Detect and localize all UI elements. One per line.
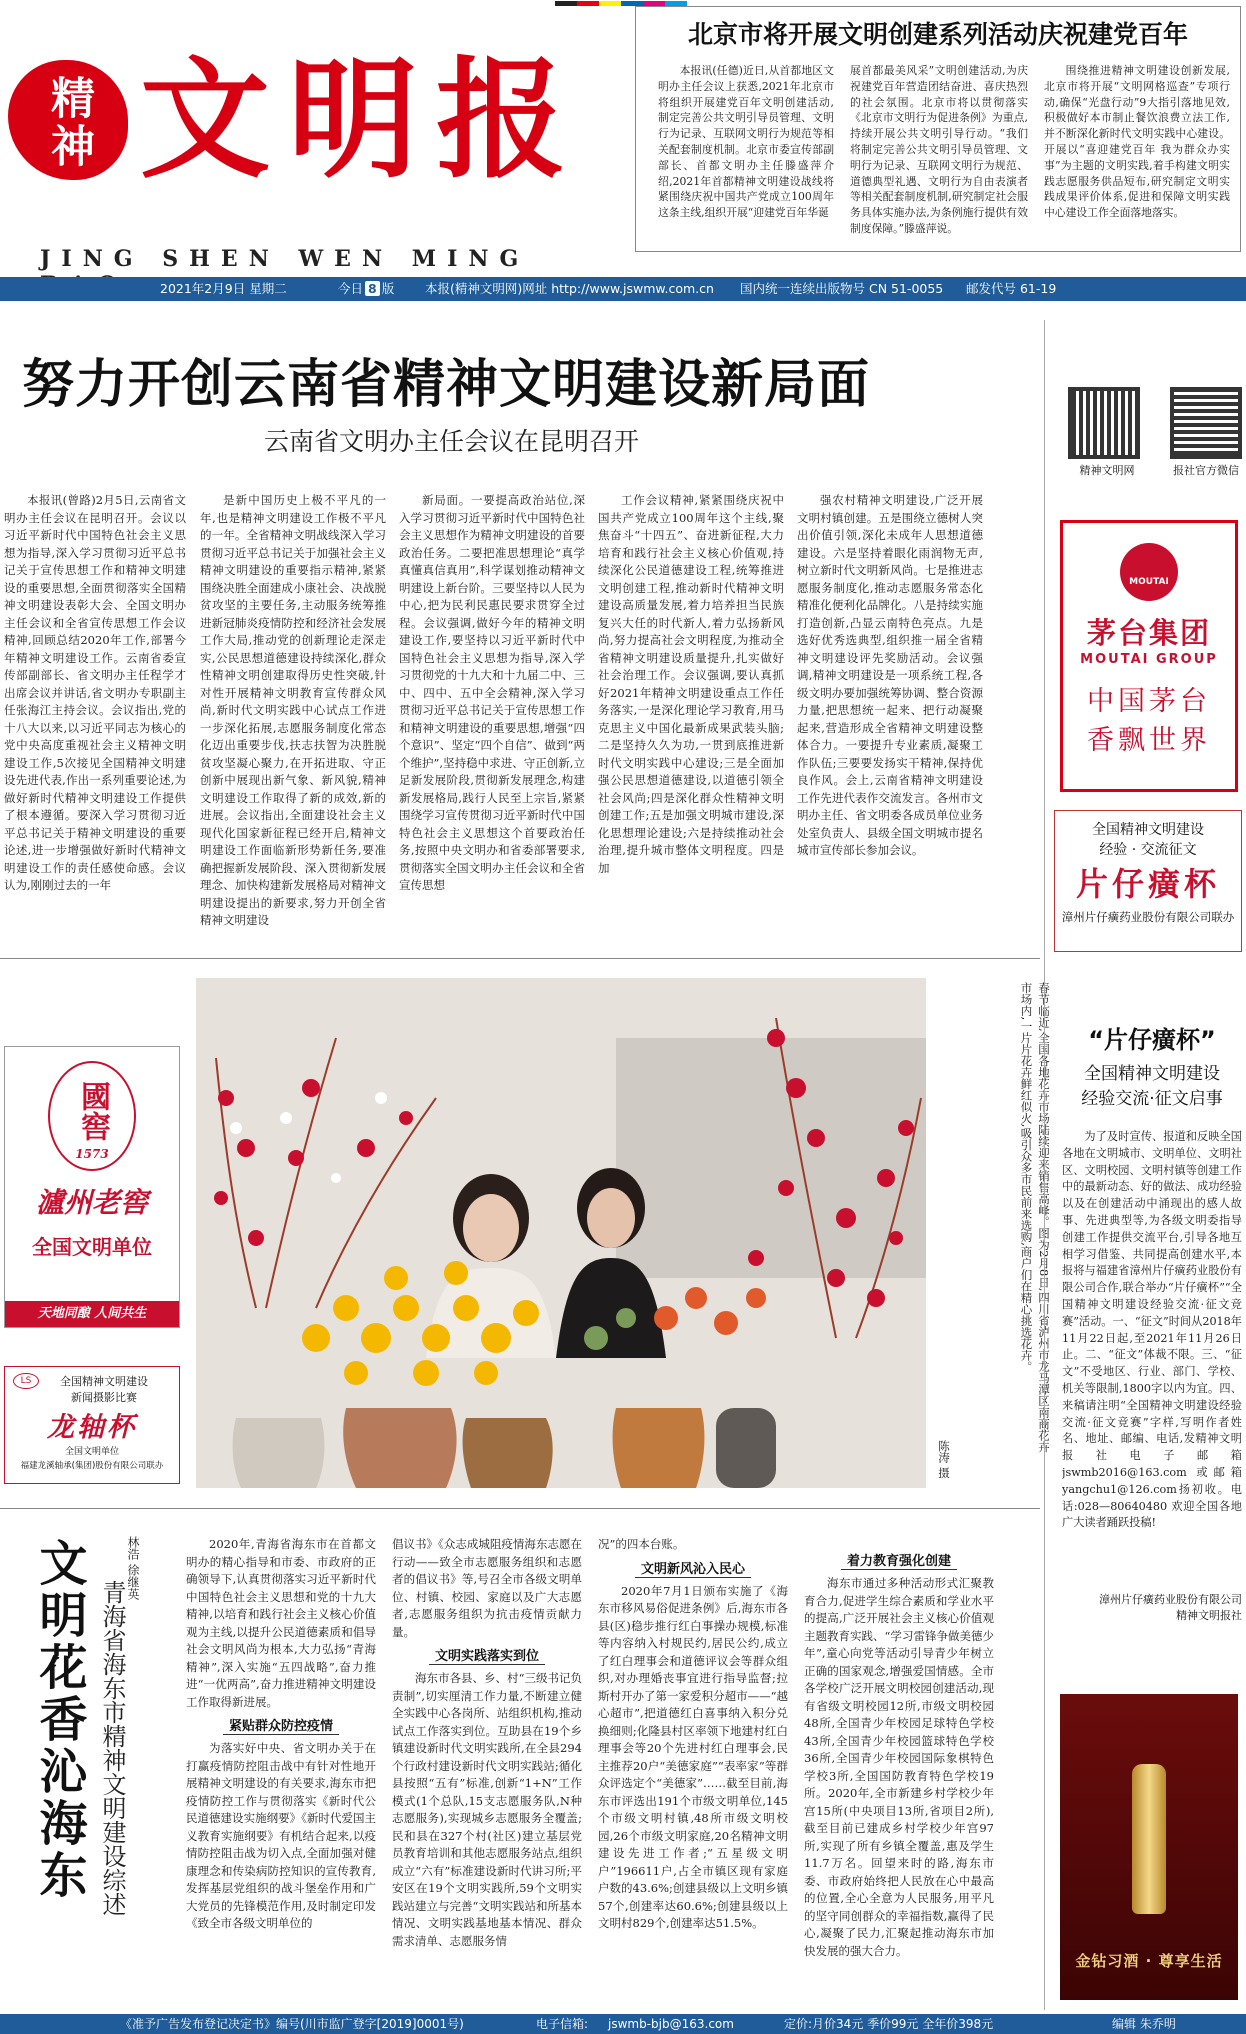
feature-col-a-text: 2020年,青海省海东市在首都文明办的精心指导和市委、市政府的正确领导下,认真贯彻落实习近平新时代中国特色社会主义思想和党的十九大精神,以培育和践行社会主义核心价值观为主线,以提升公民道德素质和倡导社会文明风尚为根本,大力弘扬“青海精神”,深入实施“五四战略”,奋力推进“一优两高”,奋力推进精神文明建设工作取得新进展。 — [186, 1537, 376, 1709]
qr-label-wechat: 报社官方微信 — [1173, 464, 1239, 477]
moutai-logo-text: MOUTAI — [1129, 577, 1169, 587]
feature-subhead: 青海省海东市精神文明建设综述 — [98, 1580, 126, 1916]
pages-suffix: 版 — [381, 281, 395, 296]
longzhou-name: 龙轴杯 — [47, 1412, 137, 1443]
feature-col-a — [186, 1536, 376, 2006]
footer-email-label: 电子信箱: — [536, 2017, 589, 2031]
xijiu-liquor-ad[interactable] — [1060, 1694, 1238, 2000]
longzhou-org: 福建龙溪轴承(集团)股份有限公司联办 — [20, 1461, 164, 1471]
feature-col-d-subtitle-text: 着力教育强化创建 — [841, 1554, 957, 1570]
feature-col-c-subtitle — [598, 1558, 788, 1577]
pianzai-ad[interactable] — [1054, 810, 1242, 952]
photo-credit: 陈涛 摄 — [937, 1440, 951, 1479]
feature-col-c-subtitle-text: 文明新风沁入民心 — [635, 1562, 751, 1578]
feature-col-a-subtitle — [186, 1715, 376, 1734]
moutai-en: MOUTAI GROUP — [1080, 652, 1218, 667]
luzhou-brand: 瀘州老窖 — [35, 1186, 148, 1219]
feature-col-b-text-2: 海东市各县、乡、村“三级书记负责制”,切实厘清工作力量,不断建立健全实践中心各岗所、站组织机构,推动试点工作落实到位。互助县在19个乡镇建设新时代文明实践所,在全县294个行政村建设新时代文明实践站;循化县按照“五有”标准,创新“1+N”工作模式(1个总队,15支志愿服务队,N种志愿服务),实现城乡志愿服务全覆盖;民和县在327个村(社区)建立基层党员教育培训和其他志愿服务站点,组织成立“六有”标准建设新时代讲习所;平安区在19个文明实践所,59个文明实践站建立与完善“文明实践站和所基本情况、文明实践基地基本情况、群众需求清单、志愿服务情 — [392, 1671, 582, 1948]
divider-feature — [0, 1508, 1040, 1509]
top-story-col2: 展首都最美风采”文明创建活动,为庆祝建党百年营造团结奋进、喜庆热烈的社会氛围。北京市将以贯彻落实《北京市文明行为促进条例》为重点,持续开展公共文明引导行动。“我们将制定完善公共文明引导员管理、文明行为记录、互联网文明行为规范、道德典型礼遇、文明行为自由表演者等相关配套制度机制,研究制定社会服务具体实施办法,为条例施行提供有效制度保障。”滕盛萍说。 — [850, 64, 1028, 235]
qr-code-wechat[interactable] — [1170, 387, 1242, 459]
feature-col-c — [598, 1536, 788, 2006]
moutai-cn: 茅台集团 — [1086, 616, 1211, 650]
liquor-bottle — [1132, 1764, 1166, 1914]
info-bar — [0, 277, 1246, 301]
footer-license: 《准予广告发布登记决定书》编号(川市监广登字[2019]0001号) — [120, 2017, 464, 2031]
main-story-col5: 强农村精神文明建设,广泛开展文明村镇创建。五是围绕立德树人突出价值引领,深化未成年人思想道德建设。六是坚持着眼化雨润物无声,树立新时代文明新风尚。七是推进志愿服务制度化,推动志愿服务常态化精准化便利化品牌化。八是持续实施打造创新,凸显云南特色亮点。九是选好优秀选典型,组织推一届全省精神文明建设评先奖励活动。会议强调,精神文明建设是一项系统工程,各级文明办要加强统筹协调、整合资源力量,把思想统一起来、把行动凝聚起来,营造形成全省精神文明建设整体合力。一要提升专业素质,凝聚工作队伍;三要要发扬实干精神,保持优良作风。会上,云南省精神文明建设工作先进代表作交流发言。各州市文明办主任、省文明委各成员单位业务处室负责人、县级全国文明城市提名城市宣传部长参加会议。 — [797, 493, 983, 857]
zhengwen-title-2: 全国精神文明建设 — [1084, 1064, 1220, 1084]
publication-number: 国内统一连续出版物号 CN 51-0055 — [740, 281, 944, 296]
longzhou-line-2: 新闻摄影比赛 — [71, 1391, 137, 1404]
feature-col-d-text-2: 海东市通过多种活动形式汇聚教育合力,促进学生综合素质和学业水平的提高,广泛开展社会主义核心价值观主题教育实践、“学习雷锋争做美德少年”,童心向党等活动引导青少年树立正确的国家观念,增强爱国情感。全市各学校广泛开展文明校园创建活动,现有省级文明校园12所,市级文明校园48所,全国青少年校园足球特色学校43所,全国青少年校园篮球特色学校36所,全国青少年校园国际象棋特色学校3所,全国国防教育特色学校19所。2020年,全市新建乡村学校少年宫15所(中央项目13所,省项目2所),截至目前已建成乡村学校少年宫97所,实现了所有乡镇全覆盖,惠及学生11.7万名。回望来时的路,海东市委、市政府始终把人民放在心中最高的位置,全心全意为人民服务,用平凡的坚守同创群众的幸福指数,赢得了民心,凝聚了民力,汇聚起推动海东市加快发展的强大合力。 — [804, 1576, 994, 1958]
luzhou-slogan-bar: 天地同酿 人间共生 — [5, 1301, 179, 1327]
zhengwen-org-1: 漳州片仔癀药业股份有限公司 — [1099, 1593, 1242, 1606]
zhengwen-body: 为了及时宣传、报道和反映全国各地在文明城市、文明单位、文明社区、文明校园、文明村镇等创建工作中的最新动态、好的做法、成功经验以及在创建活动中涌现出的感人故事、先进典型等,为各级文明委指导创建工作提供交流平台,引导各地互相学习借鉴、共同提高创建水平,本报将与福建省漳州片仔癀药业股份有限公司合作,联合举办“片仔癀杯”“全国精神文明建设经验交流·征文竞赛”活动。一、“征文”时间从2018年11月22日起,至2021年11月26日止。二、“征文”体裁不限。三、“征文”不受地区、行业、部门、学校、机关等限制,1800字以内为宜。四、来稿请注明“全国精神文明建设经验交流·征文竞赛”字样,写明作者姓名、地址、邮编、电话,发精神文明报社电子邮箱jswmb2016@163.com 或邮箱yangchu1@126.com扬初收。电话:028—80640480 欢迎全国各地广大读者踊跃投稿! — [1062, 1130, 1242, 1530]
zhengwen-title-1: “片仔癀杯” — [1088, 1026, 1216, 1054]
liquor-slogan: 金钻习酒 · 尊享生活 — [1075, 1952, 1223, 1970]
feature-col-b — [392, 1536, 582, 2006]
guojiao-text: 國窖 — [75, 1081, 110, 1141]
feature-col-b-subtitle-text: 文明实践落实到位 — [429, 1649, 545, 1665]
feature-col-b-text: 倡议书》《众志成城阻疫情海东志愿在行动——致全市志愿服务组织和志愿者的倡议书》等,号召全市各级文明单位、村镇、校园、家庭以及广大志愿者,志愿服务组织为抗击疫情贡献力量。 — [392, 1537, 582, 1639]
divider-right — [1044, 320, 1045, 2010]
moutai-slogan-2: 香飘世界 — [1087, 725, 1211, 756]
seal-text: 精神 — [43, 75, 94, 171]
top-story — [635, 6, 1241, 252]
feature-col-a-subtitle-text: 紧贴群众防控疫情 — [223, 1719, 339, 1735]
luzhou-laojiao-ad[interactable] — [4, 1046, 180, 1328]
feature-authors: 林浩 徐继英 — [126, 1536, 140, 1600]
main-story-col4: 工作会议精神,紧紧围绕庆祝中国共产党成立100周年这个主线,聚焦奋斗“十四五”、奋进新征程,大力培育和践行社会主义核心价值观,持续深化公民道德建设工程,统筹推进文明创建工程,推动新时代精神文明建设高质量发展,着力培养担当民族复兴大任的时代新人,着力弘扬新风尚,努力提高社会文明程度,为推动全省精神文明建设质量提升,扎实做好社会治理工作。会议强调,要认真抓好2021年精神文明建设重点工作任务落实,一是深化理论学习教育,用马克思主义中国化最新成果武装头脑;二是坚持久久为功,一贯到底推进新时代文明实践中心建设;三是全面加强公民思想道德建设,以道德引领全社会风尚;四是深化群众性精神文明创建工作;五是加强文明城市建设,深化思想理论建设;六是持续推动社会治理,提升城市整体文明程度。四是加 — [598, 493, 784, 875]
qr-label-website: 精神文明网 — [1079, 464, 1135, 477]
feature-headline: 文明花香沁海东 — [31, 1538, 87, 1902]
photo-illustration — [196, 978, 926, 1488]
moutai-logo — [1120, 543, 1178, 601]
longzhou-line-1: 全国精神文明建设 — [60, 1375, 148, 1388]
pages-count — [338, 277, 394, 301]
top-story-headline: 北京市将开展文明创建系列活动庆祝建党百年 — [687, 20, 1188, 49]
photo-caption: 春节临近,全国各地花卉市场陆续迎来销售高峰。图为2月8日,四川省泸州市龙马潭区南商花卉市场内,一片片花卉鲜红似火,吸引众多市民前来选购,商户们在精心挑选花卉。 — [1019, 982, 1051, 1453]
main-story-col3: 新局面。一要提高政治站位,深入学习贯彻习近平新时代中国特色社会主义思想作为精神文明建设的首要政治任务。二要把准思想理论“真学真懂真信真用”,科学谋划推动精神文明建设上新台阶。三要坚持以人民为中心,把为民利民惠民要求贯穿全过程。会议强调,做好今年的精神文明建设工作,要坚持以习近平新时代中国特色社会主义思想为指导,深入学习贯彻党的十九大和十九届二中、三中、四中、五中全会精神,深入学习贯彻习近平总书记关于宣传思想工作和精神文明建设的重要思想,增强“四个意识”、坚定“四个自信”、做到“两个维护”,坚持稳中求进、守正创新,立足新发展阶段,贯彻新发展理念,构建新发展格局,践行人民至上宗旨,紧紧围绕学习宣传贯彻习近平新时代中国特色社会主义思想这个首要政治任务,按照中央文明办和省委部署要求,贯彻落实全国文明办主任会议和全省宣传思想 — [399, 493, 585, 892]
lz-logo-icon: LS — [13, 1373, 39, 1389]
luzhou-unit: 全国文明单位 — [32, 1235, 152, 1259]
main-subhead: 云南省文明办主任会议在昆明召开 — [264, 427, 640, 456]
masthead — [0, 0, 630, 272]
moutai-ad[interactable] — [1060, 520, 1238, 792]
top-story-col3: 围绕推进精神文明建设创新发展,北京市将开展“文明网格巡查”专项行动,确保“光盘行动”9大指引落地见效,积极做好本市制止餐饮浪费立法工作,并不断深化新时代文明实践中心建设。开展以“喜迎建党百年 我为群众办实事”为主题的文明实践,着手构建文明实践志愿服务供品短布,研究制定文明实践成果评价体系,促进和保障文明实践中心建设工作全面落地落实。 — [1044, 64, 1230, 220]
divider-top — [0, 958, 1040, 959]
main-headline: 努力开创云南省精神文明建设新局面 — [22, 355, 871, 415]
longzhou-unit: 全国文明单位 — [64, 1447, 119, 1457]
feature-col-d-subtitle — [804, 1550, 994, 1569]
masthead-seal — [8, 60, 128, 180]
feature-col-a-text-2: 为落实好中央、省文明办关于在打赢疫情防控阻击战中有针对性地开展精神文明建设的有关要求,海东市把疫情防控工作与贯彻落实《新时代公民道德建设实施纲要》《新时代爱国主义教育实施纲要》有机结合起来,以疫情防控阻击战为切入点,全面加强对健康理念和传染病防控知识的宣传教育,发挥基层党组织的战斗堡垒作用和广大党员的先锋模范作用,及时制定印发《致全市各级文明单位的 — [186, 1741, 376, 1930]
flower-market-photo — [196, 978, 926, 1488]
zhengwen-notice — [1062, 1020, 1242, 1623]
pianzai-name: 片仔癀杯 — [1075, 865, 1220, 903]
guojiao-year: 1573 — [75, 1147, 109, 1161]
guojiao-seal — [48, 1061, 136, 1171]
footer-editor: 编辑 朱乔明 — [1112, 2017, 1176, 2031]
main-story-col2: 是新中国历史上极不平凡的一年,也是精神文明建设工作极不平凡的一年。全省精神文明战线深入学习贯彻习近平总书记关于加强社会主义精神文明建设的重要指示精神,紧紧围绕决胜全面建成小康社会、决战脱贫攻坚的主要任务,主动服务统筹推进新冠肺炎疫情防控和经济社会发展工作大局,推动党的创新理论走深走实,公民思想道德建设持续深化,群众性精神文明创建取得历史性突破,针对性开展精神文明教育宣传群众风尚,新时代文明实践中心试点工作进一步深化拓展,志愿服务制度化常态化迈出重要步伐,扶志扶智为决胜脱贫攻坚凝心聚力,在开拓进取、守正创新中展现出新气象、新风貌,精神文明建设工作取得了新的成效,新的进展。会议指出,全面建设社会主义现代化国家新征程已经开启,精神文明建设工作面临新形势新任务,要准确把握新发展阶段、深入贯彻新发展理念、加快构建新发展格局对精神文明建设提出的新要求,努力开创全省精神文明建设 — [200, 493, 386, 927]
postal-code: 邮发代号 61-19 — [966, 281, 1057, 296]
zhengwen-org-2: 精神文明报社 — [1176, 1609, 1242, 1622]
issue-date: 2021年2月9日 星期二 — [160, 281, 287, 296]
pages-number: 8 — [365, 281, 380, 296]
pianzai-org: 漳州片仔癀药业股份有限公司联办 — [1061, 910, 1235, 924]
footer-bar — [0, 2014, 1246, 2034]
zhengwen-title-3: 经验交流·征文启事 — [1081, 1089, 1223, 1109]
feature-col-d — [804, 1536, 994, 2006]
masthead-pinyin: JING SHEN WEN MING — [40, 246, 530, 272]
pages-prefix: 今日 — [338, 281, 364, 296]
website: 本报(精神文明网)网址 http://www.jswmw.com.cn — [425, 281, 714, 296]
masthead-title: 文明报 — [140, 43, 585, 196]
footer-email[interactable]: jswmb-bjb@163.com — [608, 2017, 734, 2031]
pianzai-line-2: 经验 · 交流征文 — [1099, 842, 1197, 858]
pianzai-line-1: 全国精神文明建设 — [1092, 822, 1204, 838]
footer-price: 定价:月价34元 季价99元 全年价398元 — [784, 2017, 994, 2031]
qr-code-website[interactable] — [1068, 387, 1140, 459]
top-story-col1: 本报讯(任德)近日,从首都地区文明办主任会议上获悉,2021年北京市将组织开展建党百年文明创建活动,制定完善公共文明引导员管理、文明行为记录、互联网文明行为规范等相关配套制度机制。北京市委宣传部副部长、首都文明办主任滕盛萍介绍,2021年首都精神文明建设战线将紧围绕庆祝中国共产党成立100周年这条主线,组织开展“迎建党百年华诞 — [658, 64, 834, 220]
longzhou-cup-ad[interactable] — [4, 1366, 180, 1484]
moutai-slogan-1: 中国茅台 — [1087, 686, 1211, 717]
main-story-col1: 本报讯(曾路)2月5日,云南省文明办主任会议在昆明召开。会议以习近平新时代中国特色社会主义思想为指导,深入学习贯彻习近平总书记关于宣传思想工作和精神文明建设的重要思想,全面贯彻落实全国精神文明建设表彰大会、全国文明办主任会议和全省宣传思想工作会议精神,回顾总结2020年工作,部署今年精神文明建设工作。云南省委宣传部副部长、省文明办主任程学才出席会议并讲话,省文明办专职副主任张海江主持会议。会议指出,党的十八大以来,以习近平同志为核心的党中央高度重视社会主义精神文明建设工作,5次接见全国精神文明建设先进代表,作出一系列重要论述,为做好新时代精神文明建设工作提供了根本遵循。要深入学习贯彻习近平总书记关于精神文明建设的重要论述,进一步增强做好新时代精神文明建设工作的责任感使命感。会议认为,刚刚过去的一年 — [4, 493, 186, 892]
feature-col-b-subtitle — [392, 1645, 582, 1664]
feature-col-c-text: 况”的四本台账。 — [598, 1537, 685, 1551]
feature-col-c-text-2: 2020年7月1日颁布实施了《海东市移风易俗促进条例》后,海东市各县(区)稳步推行红白事操办规模,标准等内容纳入村规民约,居民公约,成立了红白理事会和道德评议会等群众组织,对办理婚丧事宜进行指导监督;拉斯村开办了第一家爱积分超市——“越心超市”,把道德红白喜事纳入积分兑换细则;化隆县村区率领下地建村红白理事会等20个先进村红白理事会,民主推荐20户“美德家庭”“表率家”等群众评选定个“美德家”……截至目前,海东市评选出191个市级文明单位,145个市级文明村镇,48所市级文明校园,26个市级文明家庭,20名精神文明建设先进工作者;“五星级文明户”196611户,占全市镇区现有家庭户数的43.6%;创建县级以上文明乡镇57个,创建率达60.6%;创建县级以上文明村829个,创建率达51.5%。 — [598, 1583, 788, 1930]
